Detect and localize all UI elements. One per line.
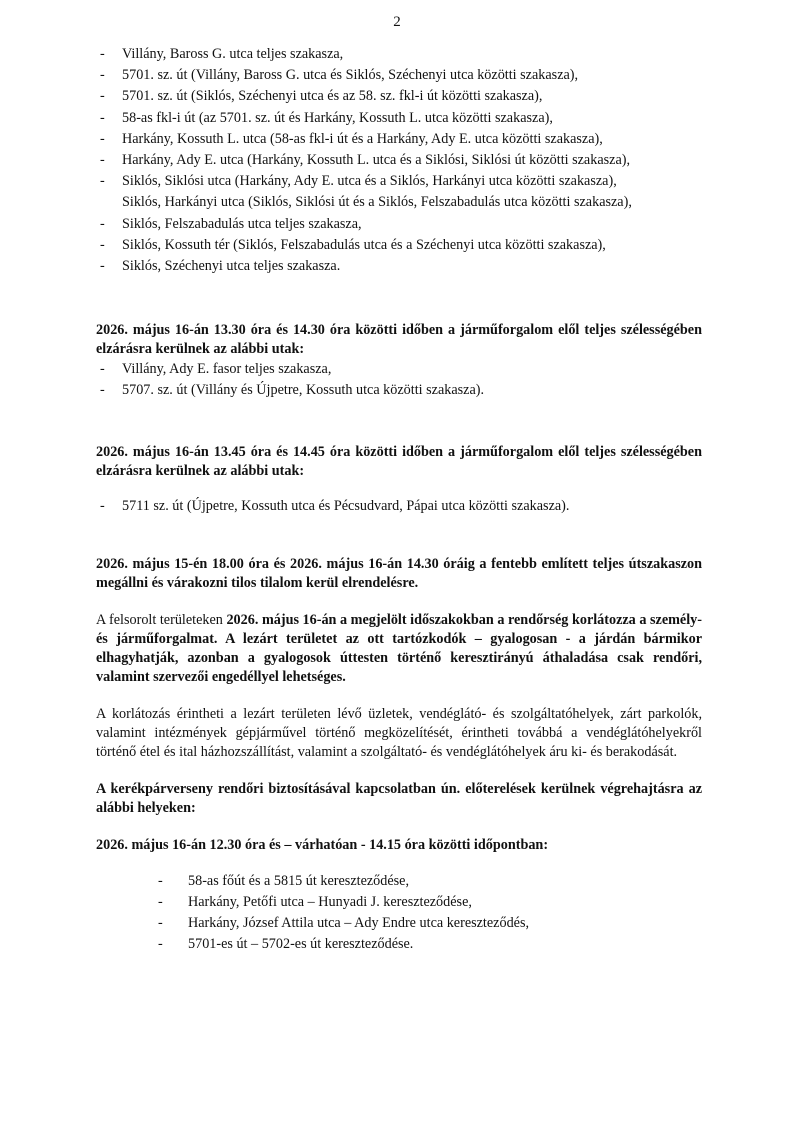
list-item: - Harkány, Ady E. utca (Harkány, Kossuth L. utca és a Siklósi, Siklósi út közötti szakasza), xyxy=(96,150,702,171)
paragraph: A korlátozás érintheti a lezárt területen lévő üzletek, vendéglátó- és szolgáltatóhelyek, zárt parkolók, valamint intézmények gépjárművel történő megközelítését, érintheti továbbá a vendéglátóhelyekről történő étel és ital házhozszállítást, valamint a szolgáltató- és vendéglátóhelyek áru ki- és berakodását. xyxy=(96,705,702,760)
paragraph xyxy=(96,611,702,687)
section-heading: 2026. május 16-án 13.30 óra és 14.30 óra közötti időben a járműforgalom elől teljes szélességében elzárásra kerülnek az alábbi utak: xyxy=(96,322,702,358)
list-item: - Harkány, József Attila utca – Ady Endre utca kereszteződés, xyxy=(154,913,702,934)
list-item: - Siklós, Siklósi utca (Harkány, Ady E. utca és a Siklós, Harkányi utca közötti szakasza), xyxy=(96,171,702,192)
road-closure-list-main xyxy=(96,44,702,277)
list-item: - 58-as fkl-i út (az 5701. sz. út és Harkány, Kossuth L. utca közötti szakasza), xyxy=(96,108,702,129)
list-item: - 5711 sz. út (Újpetre, Kossuth utca és Pécsudvard, Pápai utca közötti szakasza). xyxy=(96,496,702,517)
list-item: - Villány, Ady E. fasor teljes szakasza, xyxy=(96,359,702,380)
list-item: - Siklós, Kossuth tér (Siklós, Felszabadulás utca és a Széchenyi utca közötti szakasza), xyxy=(96,235,702,256)
section-heading: 2026. május 16-án 12.30 óra és – várhatóan - 14.15 óra közötti időpontban: xyxy=(96,836,549,853)
document-body xyxy=(96,44,702,956)
section-heading: 2026. május 15-én 18.00 óra és 2026. május 16-án 14.30 óráig a fentebb említett teljes útszakaszon megállni és várakozni tilos tilalom kerül elrendelésre. xyxy=(96,555,702,591)
list-item: - 5701. sz. út (Siklós, Széchenyi utca és az 58. sz. fkl-i út közötti szakasza), xyxy=(96,86,702,107)
list-item: Siklós, Harkányi utca (Siklós, Siklósi út és a Siklós, Felszabadulás utca közötti szakasza), xyxy=(122,194,632,211)
road-closure-list xyxy=(96,359,702,401)
list-item: - 5707. sz. út (Villány és Újpetre, Kossuth utca közötti szakasza). xyxy=(96,380,702,401)
road-closure-list xyxy=(96,496,702,517)
list-item: - 58-as főút és a 5815 út kereszteződése, xyxy=(154,871,702,892)
list-item: - Harkány, Kossuth L. utca (58-as fkl-i út és a Harkány, Ady E. utca közötti szakasza), xyxy=(96,129,702,150)
diversion-list xyxy=(154,871,702,956)
list-item: - Siklós, Felszabadulás utca teljes szakasza, xyxy=(96,214,702,235)
list-item: - 5701. sz. út (Villány, Baross G. utca és Siklós, Széchenyi utca közötti szakasza), xyxy=(96,65,702,86)
section-heading: A kerékpárverseny rendőri biztosításával kapcsolatban ún. előterelések kerülnek végrehajtásra az alábbi helyeken: xyxy=(96,780,702,816)
paragraph-bold: 2026. május 16-án a megjelölt időszakokban a rendőrség korlátozza a személy- és járműforgalmat. A lezárt területet az ott tartózkodók – gyalogosan - a járdán bármikor elhagyhatják, azonban a gyalogosok úttesten történő keresztirányú áthaladása csak rendőri, valamint szervezői engedéllyel lehetséges. xyxy=(96,611,702,685)
paragraph-lead: A felsorolt területeken xyxy=(96,611,227,628)
page-number: 2 xyxy=(393,14,401,30)
list-item: - Villány, Baross G. utca teljes szakasza, xyxy=(96,44,702,65)
list-item: - Harkány, Petőfi utca – Hunyadi J. kereszteződése, xyxy=(154,892,702,913)
section-heading: 2026. május 16-án 13.45 óra és 14.45 óra közötti időben a járműforgalom elől teljes szélességében elzárásra kerülnek az alábbi utak: xyxy=(96,443,702,479)
list-item: - 5701-es út – 5702-es út kereszteződése. xyxy=(154,934,702,955)
list-item: - Siklós, Széchenyi utca teljes szakasza. xyxy=(96,256,702,277)
